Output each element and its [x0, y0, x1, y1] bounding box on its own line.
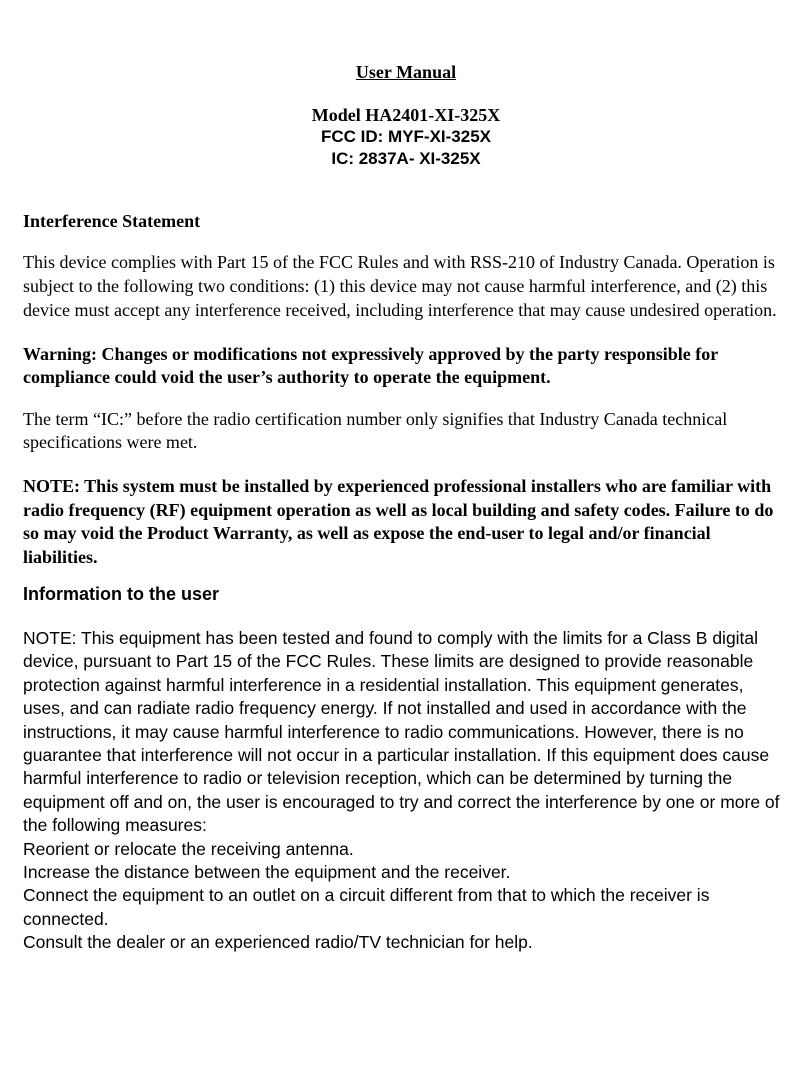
interference-heading: Interference Statement — [23, 211, 201, 231]
measure-item: Reorient or relocate the receiving antenna. — [23, 838, 354, 859]
ic-number: IC: 2837A- XI-325X — [331, 149, 481, 168]
warning-paragraph: Warning: Changes or modifications not expressively approved by the party responsible for compliance could void the user’s authority to operate the equipment. — [23, 344, 718, 387]
installer-note: NOTE: This system must be installed by experienced professional installers who are familiar with radio frequency (RF) equipment operation as well as local building and safety codes. Failure to do so may void the Product Warranty, as well as expose the end-user to legal and/or financial liabilities. — [23, 476, 774, 567]
information-body — [23, 627, 789, 955]
title-block — [23, 60, 789, 170]
information-heading: Information to the user — [23, 584, 220, 604]
model-number: Model HA2401-XI-325X — [311, 105, 501, 125]
measure-item: Increase the distance between the equipment and the receiver. — [23, 862, 511, 883]
document-page — [23, 60, 789, 955]
measure-item: Consult the dealer or an experienced radio/TV technician for help. — [23, 932, 533, 953]
information-note: NOTE: This equipment has been tested and found to comply with the limits for a Class B digital device, pursuant to Part 15 of the FCC Rules. These limits are designed to provide reasonable protection against harmful interference in a residential installation. This equipment generates, uses, and can radiate radio frequency energy. If not installed and used in accordance with the instructions, it may cause harmful interference to radio communications. However, there is no guarantee that interference will not occur in a particular installation. If this equipment does cause harmful interference to radio or television reception, which can be determined by turning the equipment off and on, the user is encouraged to try and correct the interference by one or more of the following measures: — [23, 628, 780, 836]
measure-item: Connect the equipment to an outlet on a circuit different from that to which the receiver is connected. — [23, 885, 710, 929]
interference-statement: This device complies with Part 15 of the FCC Rules and with RSS-210 of Industry Canada. Operation is subject to the following two conditions: (1) this device may not cause harmful interference, and (2) this device must accept any interference received, including interference that may cause undesired operation. — [23, 252, 777, 320]
fcc-id: FCC ID: MYF-XI-325X — [320, 127, 492, 146]
manual-title: User Manual — [355, 62, 457, 82]
ic-term-paragraph: The term “IC:” before the radio certification number only signifies that Industry Canada technical specifications were met. — [23, 409, 728, 452]
